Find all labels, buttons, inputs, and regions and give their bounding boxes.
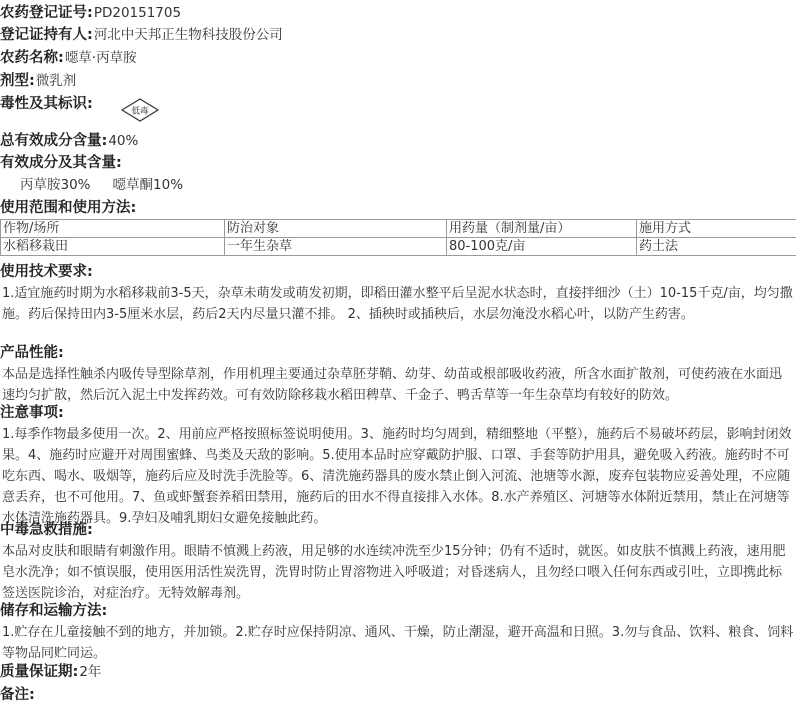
table-header-cell: 施用方式: [637, 220, 796, 238]
ingredients-list: [20, 175, 183, 195]
precautions-text: 1.每季作物最多使用一次。2、用前应严格按照标签说明使用。3、施药时均匀周到，精细整地（平整），施药后不易破坏药层，影响封闭效果。4、施药时应避开对周围蜜蜂、鸟类及天敌的影响。5.使用本品时应穿戴防护服、口罩、手套等防护用具，避免吸入药液。施药时不可吃东西、喝水、吸烟等，施药后应及时洗手洗脸等。6、清洗施药器具的废水禁止倒入河流、池塘等水源，废弃包装物应妥善处理，不应随意丢弃，也不可他用。7、鱼或虾蟹套养稻田禁用，施药后的田水不得直接排入水体。8.水产养殖区、河塘等水体附近禁用，禁止在河塘等水体清洗施药器具。9.孕妇及哺乳期妇女避免接触此药。: [2, 427, 792, 526]
table-header-cell: 用药量（制剂量/亩）: [447, 220, 637, 238]
table-row: [1, 238, 796, 256]
formulation-value: 微乳剂: [35, 73, 77, 89]
holder-value: 河北中天邦正生物科技股份公司: [93, 27, 283, 43]
total-content-row: [0, 130, 138, 152]
formulation-label: 剂型:: [0, 73, 35, 89]
toxicity-label: 毒性及其标识:: [0, 96, 93, 112]
table-cell: 一年生杂草: [225, 238, 447, 256]
performance-label: 产品性能:: [0, 345, 64, 361]
registration-value: PD20151705: [93, 5, 182, 21]
table-header-cell: 作物/场所: [1, 220, 225, 238]
table-header-cell: 防治对象: [225, 220, 447, 238]
toxicity-row: [0, 93, 93, 115]
holder-label: 登记证持有人:: [0, 27, 93, 43]
shelf-life-label: 质量保证期:: [0, 664, 79, 680]
storage-text: 1.贮存在儿童接触不到的地方，并加锁。2.贮存时应保持阴凉、通风、干燥，防止潮湿，避开高温和日照。3.勿与食品、饮料、粮食、饲料等物品同贮同运。: [2, 625, 794, 661]
first-aid-text: 本品对皮肤和眼睛有刺激作用。眼睛不慎溅上药液，用足够的水连续冲洗至少15分钟；仍有不适时，就医。如皮肤不慎溅上药液，速用肥皂水洗净；如不慎误服，使用医用活性炭洗胃，洗胃时防止胃溶物进入呼吸道；对昏迷病人，且勿经口喂入任何东西或引吐，立即携此标签送医院诊治，对症治疗。无特效解毒剂。: [2, 544, 786, 601]
storage-label: 储存和运输方法:: [0, 603, 108, 619]
name-row: [0, 47, 137, 69]
total-content-label: 总有效成分含量:: [0, 133, 108, 149]
shelf-life-row: [0, 661, 101, 683]
table-cell: 水稻移栽田: [1, 238, 225, 256]
usage-table-header: [1, 220, 796, 238]
usage-table: [0, 219, 796, 256]
shelf-life-value: 2年: [79, 664, 102, 680]
low-toxicity-badge-text: 低毒: [131, 106, 149, 117]
technical-label: 使用技术要求:: [0, 264, 93, 280]
performance-text: 本品是选择性触杀内吸传导型除草剂，作用机理主要通过杂草胚芽鞘、幼芽、幼苗或根部吸收药液，所含水面扩散剂，可使药液在水面迅速均匀扩散，然后沉入泥土中发挥药效。可有效防除移栽水稻田稗草、千金子、鸭舌草等一年生杂草均有较好的防效。: [2, 367, 783, 403]
first-aid-label: 中毒急救措施:: [0, 522, 93, 538]
name-value: 噁草·丙草胺: [64, 50, 137, 66]
usage-label: 使用范围和使用方法:: [0, 200, 137, 216]
ingredient-item: 丙草胺30%: [20, 177, 91, 193]
low-toxicity-badge-icon: [120, 98, 160, 122]
total-content-value: 40%: [108, 133, 139, 149]
ingredient-item: 噁草酮10%: [112, 177, 184, 193]
remarks-label: 备注:: [0, 687, 35, 703]
name-label: 农药名称:: [0, 50, 64, 66]
precautions-label: 注意事项:: [0, 405, 64, 421]
technical-text: 1.适宜施药时期为水稻移栽前3-5天，杂草未萌发或萌发初期，即稻田灌水整平后呈泥水状态时，直接拌细沙（土）10-15千克/亩，均匀撒施。药后保持田内3-5厘米水层，药后2天内尽量只灌不排。 2、插秧时或插秧后，水层勿淹没水稻心叶，以防产生药害。: [2, 286, 793, 322]
table-cell: 药土法: [637, 238, 796, 256]
ingredients-label: 有效成分及其含量:: [0, 155, 122, 171]
holder-row: [0, 24, 283, 46]
registration-row: [0, 2, 181, 24]
formulation-row: [0, 70, 76, 92]
table-cell: 80-100克/亩: [447, 238, 637, 256]
registration-label: 农药登记证号:: [0, 5, 93, 21]
